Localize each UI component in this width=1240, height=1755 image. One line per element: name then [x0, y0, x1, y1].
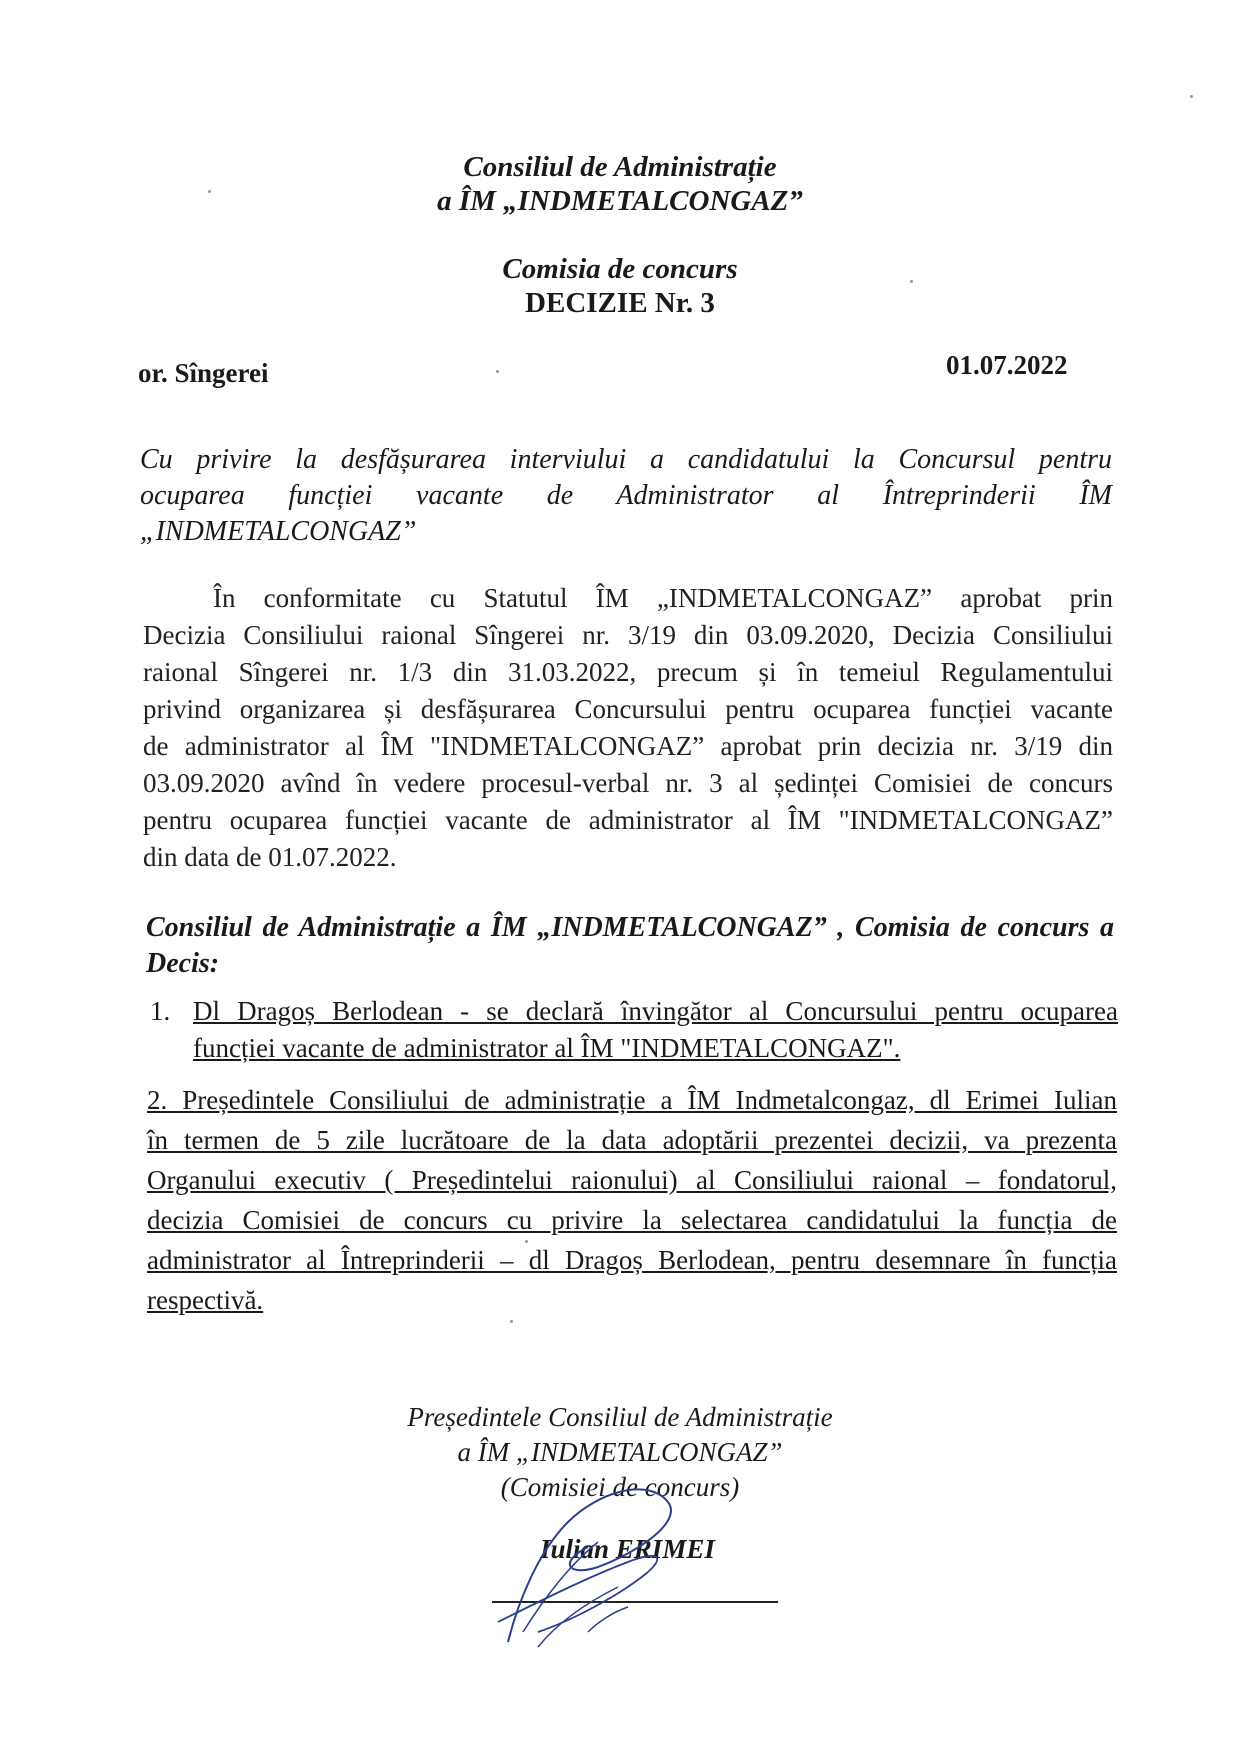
item2-line: decizia Comisiei de concurs cu privire la selectarea candidatului la funcția de	[147, 1205, 1117, 1235]
item-text	[193, 993, 1118, 1067]
item-number: 1.	[150, 996, 171, 1026]
decision-item-2	[147, 1080, 1117, 1320]
council-title: Consiliul de Administrație	[463, 151, 777, 183]
signer-enterprise: a ÎM „INDMETALCONGAZ”	[457, 1437, 783, 1467]
item2-line: 2. Președintele Consiliului de administrație a ÎM Indmetalcongaz, dl Erimei Iulian	[147, 1085, 1117, 1115]
enterprise-name: a ÎM „INDMETALCONGAZ”	[437, 185, 803, 217]
subject-line: ocuparea funcției vacante de Administrator al Întreprinderii ÎM	[140, 480, 1112, 511]
body-line: privind organizarea și desfășurarea Concursului pentru ocuparea funcției vacante	[143, 694, 1113, 724]
subject-line: Cu privire la desfășurarea interviului a candidatului la Concursul pentru	[140, 444, 1112, 475]
place-of-issue: or. Sîngerei	[138, 358, 269, 388]
legal-basis-paragraph	[143, 580, 1113, 876]
body-line: din data de 01.07.2022.	[143, 842, 397, 872]
item1-line: funcției vacante de administrator al ÎM "INDMETALCONGAZ".	[193, 1033, 901, 1063]
document-header	[0, 150, 1240, 218]
handwritten-signature	[478, 1482, 708, 1652]
commission-title: Comisia de concurs	[502, 253, 738, 285]
decision-subject	[140, 442, 1112, 550]
signer-role: (Comisiei de concurs)	[500, 1472, 740, 1502]
decision-number: DECIZIE Nr. 3	[525, 287, 715, 319]
decis-line: Decis:	[146, 948, 220, 979]
body-line: Decizia Consiliului raional Sîngerei nr. 3/19 din 03.09.2020, Decizia Consiliului	[143, 620, 1113, 650]
item1-line: Dl Dragoș Berlodean - se declară învingător al Concursului pentru ocuparea	[193, 996, 1118, 1026]
decis-line: Consiliul de Administrație a ÎM „INDMETALCONGAZ” , Comisia de concurs a	[146, 912, 1114, 943]
subject-line: „INDMETALCONGAZ”	[140, 516, 417, 547]
body-line: pentru ocuparea funcției vacante de administrator al ÎM "INDMETALCONGAZ”	[143, 805, 1113, 835]
item2-line: administrator al Întreprinderii – dl Dragoș Berlodean, pentru desemnare în funcția	[147, 1245, 1117, 1275]
decision-intro	[146, 910, 1114, 982]
decision-heading	[0, 252, 1240, 320]
issue-date: 01.07.2022	[946, 350, 1068, 380]
signer-title: Președintele Consiliul de Administrație	[407, 1402, 833, 1432]
body-line: de administrator al ÎM "INDMETALCONGAZ” aprobat prin decizia nr. 3/19 din	[143, 731, 1113, 761]
item2-line: în termen de 5 zile lucrătoare de la data adoptării prezentei decizii, va prezenta	[147, 1125, 1117, 1155]
signer-name: Iulian ERIMEI	[540, 1534, 715, 1564]
body-line: În conformitate cu Statutul ÎM „INDMETALCONGAZ” aprobat prin	[213, 583, 1113, 613]
body-line: 03.09.2020 avînd în vedere procesul-verbal nr. 3 al ședinței Comisiei de concurs	[143, 768, 1113, 798]
item2-line: respectivă.	[147, 1285, 264, 1315]
item2-line: Organului executiv ( Președintelui raionului) al Consiliului raional – fondatorul,	[147, 1165, 1117, 1195]
body-line: raional Sîngerei nr. 1/3 din 31.03.2022, precum și în temeiul Regulamentului	[143, 657, 1113, 687]
